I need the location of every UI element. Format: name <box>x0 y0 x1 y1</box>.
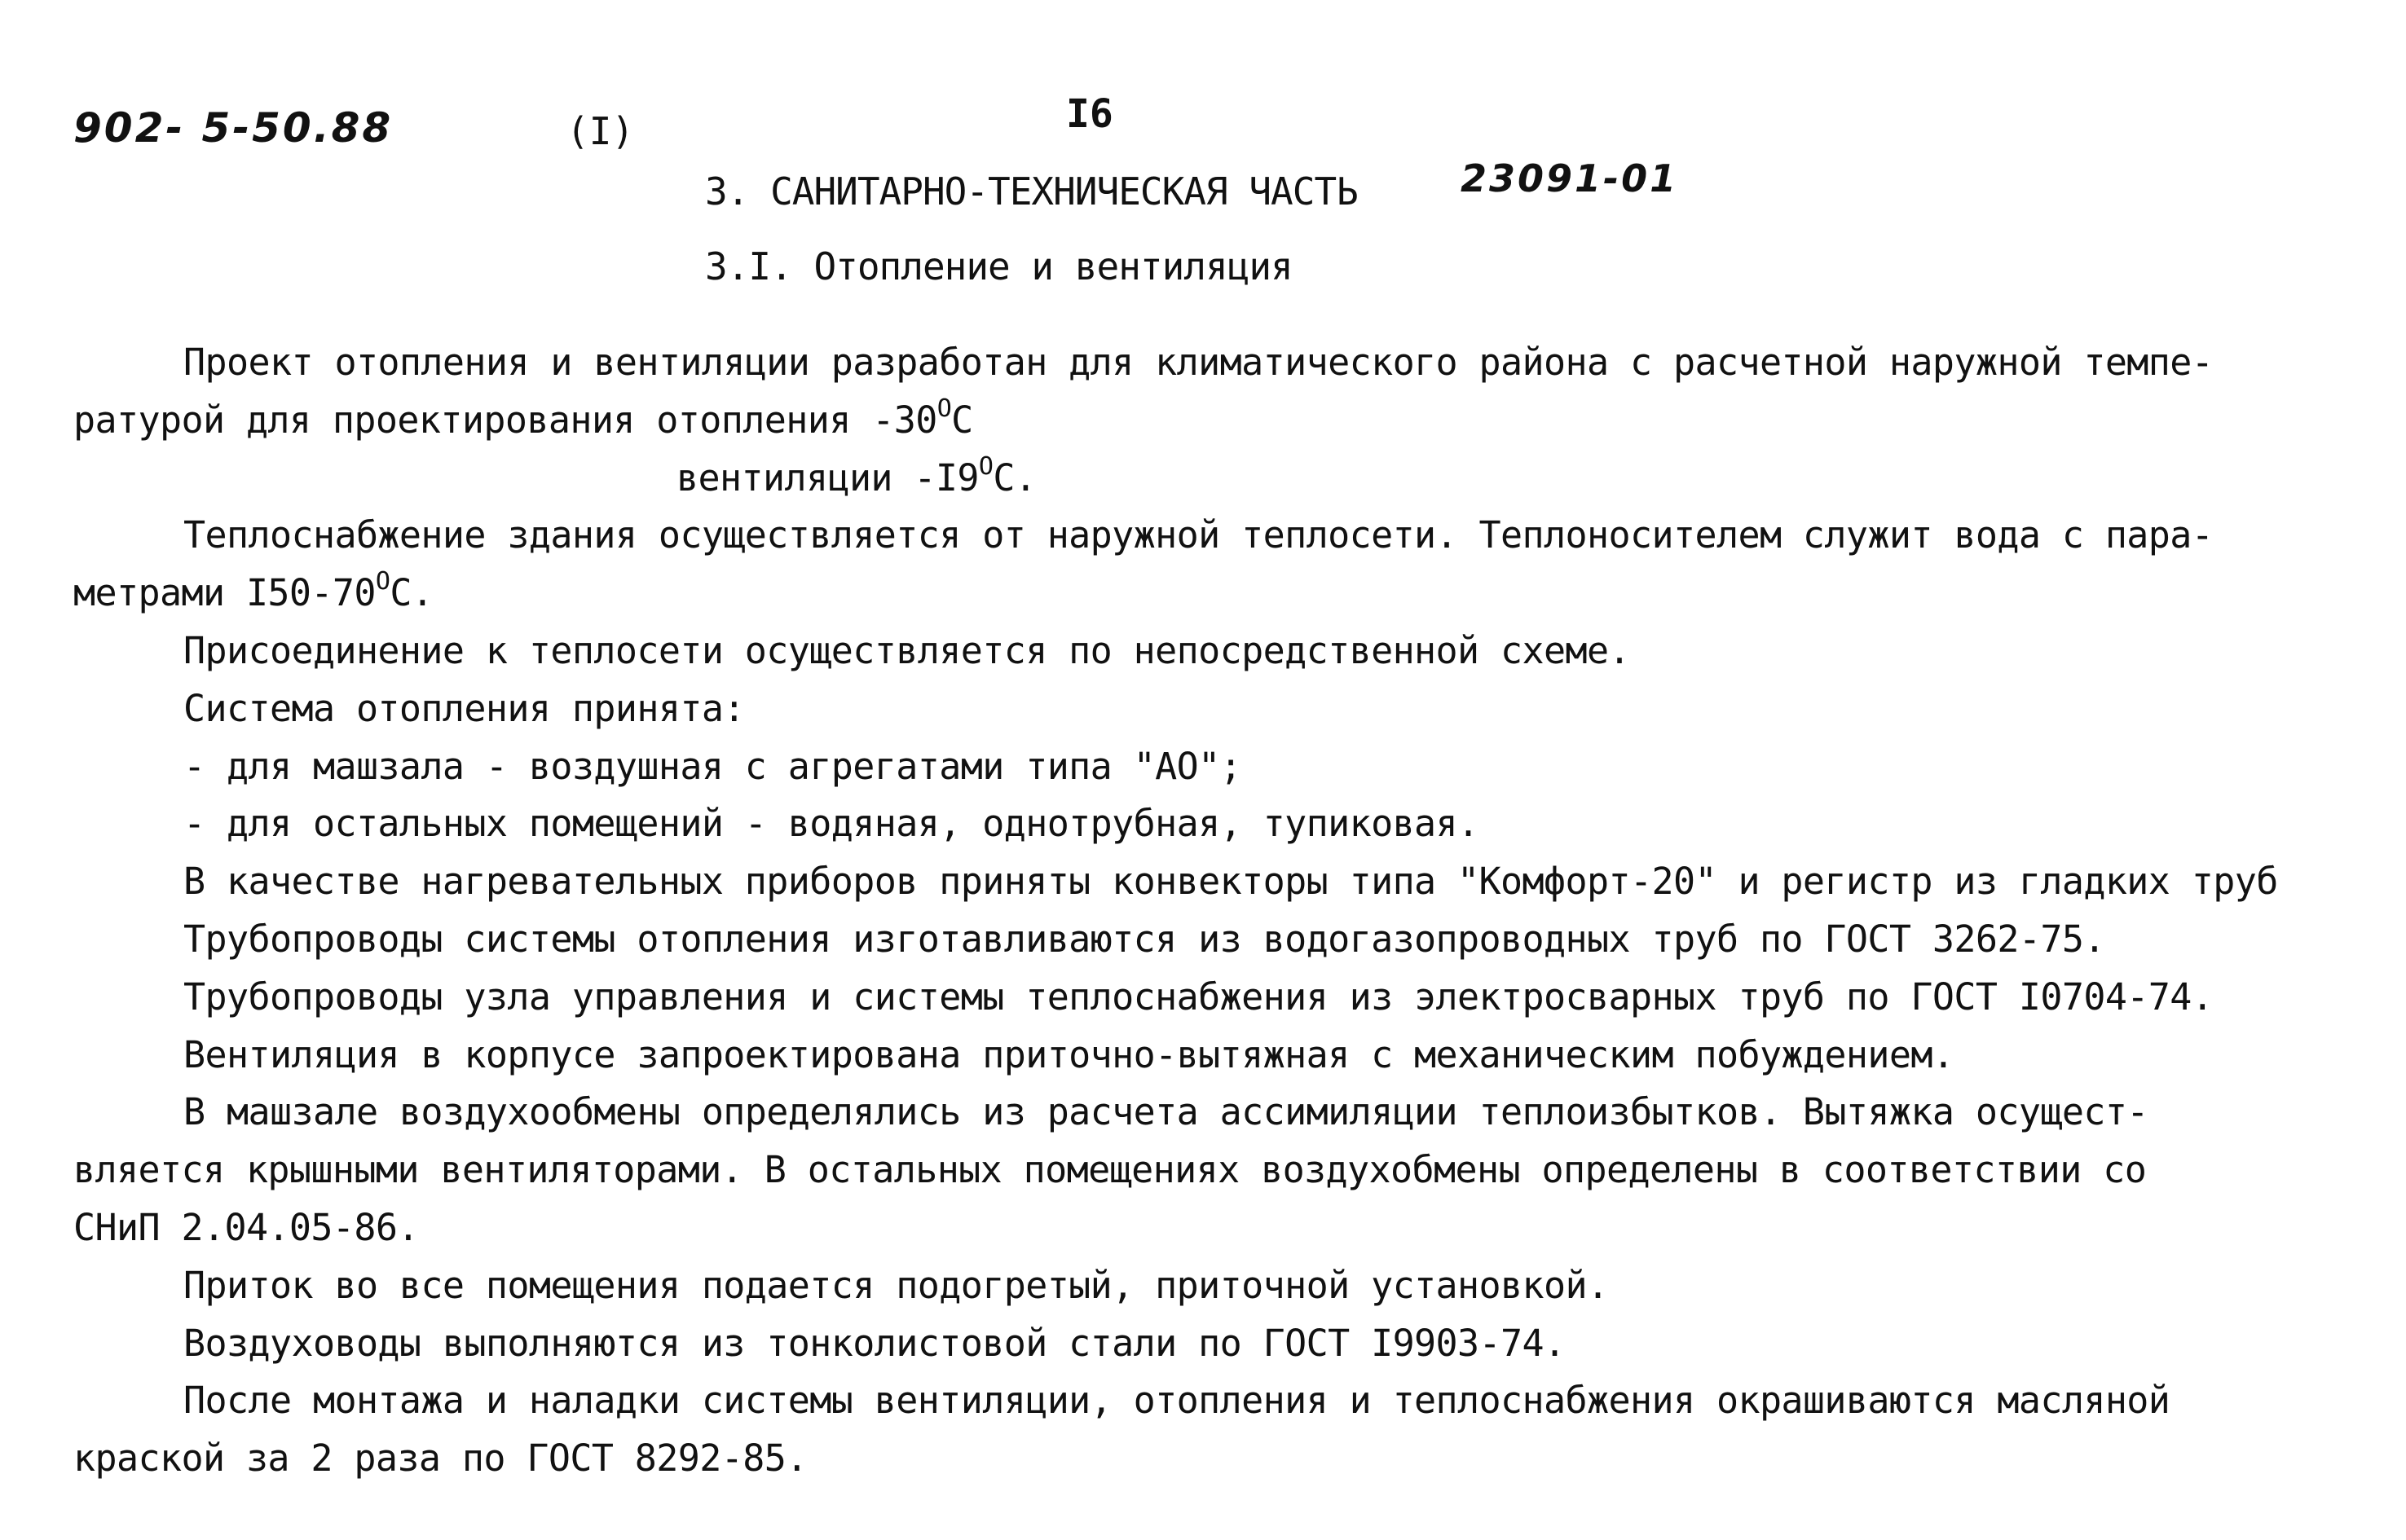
degree-sign: O <box>978 451 994 481</box>
paragraph-line: Трубопроводы узла управления и системы теплоснабжения из электросварных труб по ГОСТ I0704-74. <box>183 975 2214 1019</box>
paragraph-line: вляется крышными вентиляторами. В остальных помещениях воздухобмены определены в соответствии со <box>73 1148 2147 1192</box>
text-run: C <box>951 398 973 442</box>
paragraph-line <box>73 565 2347 623</box>
paragraph-line: краской за 2 раза по ГОСТ 8292-85. <box>73 1437 808 1481</box>
sheet-roman-number: (I) <box>566 109 635 153</box>
paragraph-line: В качестве нагревательных приборов приняты конвекторы типа "Комфорт-20" и регистр из гладких труб <box>183 860 2278 904</box>
paragraph-line: Воздуховоды выполняются из тонколистовой стали по ГОСТ I9903-74. <box>183 1321 1566 1365</box>
paragraph-line: Вентиляция в корпусе запроектирована приточно-вытяжная с механическим побуждением. <box>183 1032 1954 1076</box>
paragraph-line <box>73 450 2347 508</box>
paragraph-line: После монтажа и наладки системы вентиляции, отопления и теплоснабжения окрашиваются масляной <box>183 1379 2170 1423</box>
text-run: ратурой для проектирования отопления -30 <box>73 398 937 442</box>
text-run: вентиляции -I9 <box>676 455 979 499</box>
text-run: метрами I50-70 <box>73 571 376 615</box>
document-code: 902- 5-50.88 <box>73 104 394 152</box>
paragraph-line: Теплоснабжение здания осуществляется от наружной теплосети. Теплоносителем служит вода с пара- <box>183 513 2214 557</box>
text-run: C. <box>390 571 434 615</box>
inventory-stamp: 23091-01 <box>1461 156 1679 200</box>
subsection-title: 3.I. Отопление и вентиляция <box>705 244 1293 288</box>
paragraph-line: Приток во все помещения подается подогретый, приточной установкой. <box>183 1263 1609 1307</box>
degree-sign: O <box>936 394 952 423</box>
paragraph-line: СНиП 2.04.05-86. <box>73 1205 419 1249</box>
list-item: - для остальных помещений - водяная, однотрубная, тупиковая. <box>183 802 1479 846</box>
paragraph-line: В машзале воздухообмены определялись из расчета ассимиляции теплоизбытков. Вытяжка осущест- <box>183 1090 2148 1134</box>
paragraph-line: Присоединение к теплосети осуществляется по непосредственной схеме. <box>183 628 1630 672</box>
paragraph-line: Трубопроводы системы отопления изготавливаются из водогазопроводных труб по ГОСТ 3262-75. <box>183 917 2105 961</box>
list-item: - для машзала - воздушная с агрегатами типа "АО"; <box>183 744 1242 788</box>
section-title: 3. САНИТАРНО-ТЕХНИЧЕСКАЯ ЧАСТЬ <box>705 169 1358 213</box>
degree-sign: O <box>375 567 390 596</box>
paragraph-line <box>73 392 2347 450</box>
paragraph-line: Проект отопления и вентиляции разработан для климатического района с расчетной наружной темпе- <box>183 341 2214 384</box>
text-run: C. <box>993 455 1037 499</box>
page-number: I6 <box>1066 91 1113 137</box>
document-body <box>73 334 2347 1488</box>
paragraph-line: Система отопления принята: <box>183 686 745 730</box>
